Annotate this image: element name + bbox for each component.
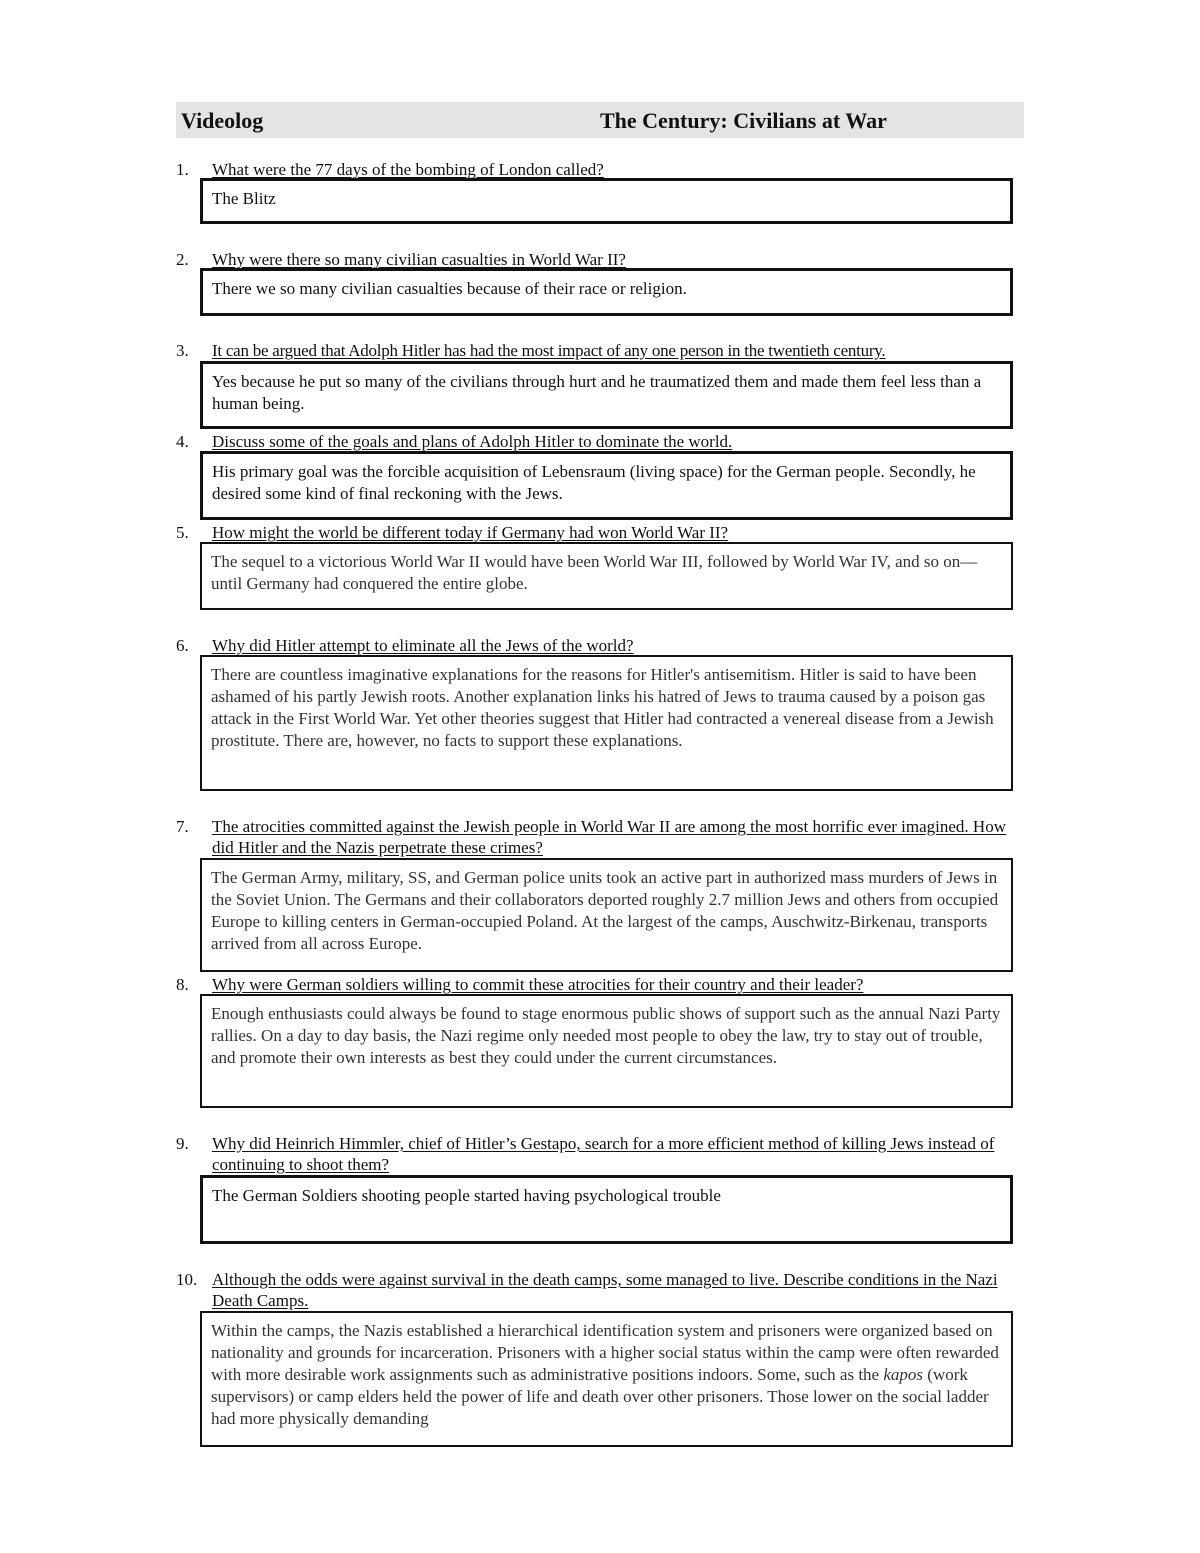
question-text: Why did Heinrich Himmler, chief of Hitler’s Gestapo, search for a more efficient method of killing Jews instead of continuing to shoot them? (212, 1134, 995, 1174)
question-6 (176, 635, 1026, 656)
answer-text: There are countless imaginative explanations for the reasons for Hitler's antisemitism. Hitler is said to have been ashamed of his partly Jewish roots. Another explanation links his hatred of Jews to trauma caused by a poison gas attack in the First World War. Yet other theories suggest that Hitler had contracted a venereal disease from a Jewish prostitute. There are, however, no facts to support these explanations. (211, 665, 994, 750)
answer-box-4[interactable] (200, 451, 1013, 520)
answer-box-7[interactable] (200, 858, 1013, 972)
answer-text (211, 1320, 1002, 1430)
question-number: 2. (176, 250, 189, 269)
question-number: 9. (176, 1134, 189, 1153)
answer-text: The Blitz (212, 189, 276, 208)
answer-box-8[interactable] (200, 994, 1013, 1108)
answer-box-1[interactable] (200, 178, 1013, 224)
answer-box-10[interactable] (200, 1311, 1013, 1447)
question-10 (176, 1269, 1026, 1311)
question-text: The atrocities committed against the Jewish people in World War II are among the most horrific ever imagined. How did Hitler and the Nazis perpetrate these crimes? (212, 817, 1006, 857)
answer-box-2[interactable] (200, 268, 1013, 316)
question-number: 8. (176, 975, 189, 994)
question-9 (176, 1133, 1026, 1175)
question-text: Why did Hitler attempt to eliminate all the Jews of the world? (212, 636, 634, 655)
question-8 (176, 974, 1026, 995)
question-text: Discuss some of the goals and plans of Adolph Hitler to dominate the world. (212, 432, 733, 451)
question-1 (176, 159, 1026, 180)
question-text: How might the world be different today if Germany had won World War II? (212, 523, 729, 542)
question-number: 3. (176, 341, 189, 360)
answer-box-9[interactable] (200, 1175, 1013, 1244)
answer-emphasis: kapos (883, 1365, 924, 1384)
question-number: 7. (176, 817, 189, 836)
question-number: 1. (176, 160, 189, 179)
answer-text: The German Soldiers shooting people started having psychological trouble (212, 1186, 721, 1205)
question-text: What were the 77 days of the bombing of London called? (212, 160, 604, 179)
question-text: Although the odds were against survival in the death camps, some managed to live. Describe conditions in the Nazi Death Camps. (212, 1270, 998, 1310)
answer-text: Yes because he put so many of the civilians through hurt and he traumatized them and made them feel less than a human being. (212, 372, 982, 413)
answer-text: The sequel to a victorious World War II would have been World War III, followed by World War IV, and so on—until Germany had conquered the entire globe. (211, 552, 978, 593)
answer-box-5[interactable] (200, 542, 1013, 610)
answer-text: There we so many civilian casualties because of their race or religion. (212, 279, 687, 298)
question-3 (176, 340, 1036, 361)
answer-text-part: Within the camps, the Nazis established a hierarchical identification system and prisoners were organized based on nationality and grounds for incarceration. Prisoners with a higher social status within the camp were often rewarded with more desirable work assignments such as administrative positions indoors. Some, such as the (211, 1321, 999, 1384)
question-number: 5. (176, 523, 189, 542)
answer-box-6[interactable] (200, 655, 1013, 791)
question-number: 4. (176, 432, 189, 451)
question-number: 6. (176, 636, 189, 655)
question-7 (176, 816, 1026, 858)
answer-text: His primary goal was the forcible acquisition of Lebensraum (living space) for the German people. Secondly, he desired some kind of final reckoning with the Jews. (212, 462, 976, 503)
header-title-left: Videolog (181, 108, 264, 133)
question-5 (176, 522, 1026, 543)
question-number: 10. (176, 1270, 198, 1289)
question-text: Why were German soldiers willing to commit these atrocities for their country and their leader? (212, 975, 864, 994)
header-title-right: The Century: Civilians at War (600, 108, 887, 133)
worksheet-header (176, 102, 1024, 138)
answer-text-part: (work supervisors) or camp elders held the power of life and death over other prisoners. Those lower on the social ladder had more physically demanding (211, 1365, 989, 1428)
answer-text: The German Army, military, SS, and German police units took an active part in authorized mass murders of Jews in the Soviet Union. The Germans and their collaborators deported roughly 2.7 million Jews and others from occupied Europe to killing centers in German-occupied Poland. At the largest of the camps, Auschwitz-Birkenau, transports arrived from all across Europe. (211, 868, 999, 953)
answer-text: Enough enthusiasts could always be found to stage enormous public shows of support such as the annual Nazi Party rallies. On a day to day basis, the Nazi regime only needed most people to obey the law, try to stay out of trouble, and promote their own interests as best they could under the current circumstances. (211, 1004, 1001, 1067)
question-text: It can be argued that Adolph Hitler has had the most impact of any one person in the twentieth century. (212, 341, 886, 360)
question-2 (176, 249, 1026, 270)
question-text: Why were there so many civilian casualties in World War II? (212, 250, 626, 269)
answer-box-3[interactable] (200, 361, 1013, 429)
question-4 (176, 431, 1026, 452)
